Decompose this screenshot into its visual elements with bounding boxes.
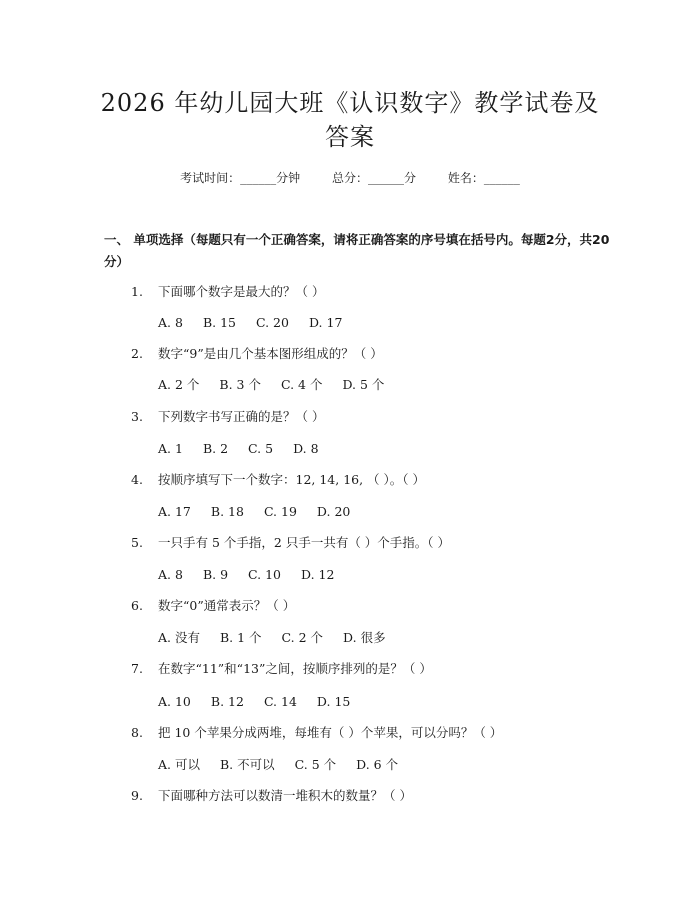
question: [131, 535, 450, 551]
option: B. 12: [210, 694, 244, 709]
option: D. 12: [301, 567, 335, 582]
question-number: 4.: [131, 472, 143, 487]
question: [131, 788, 412, 804]
question: [131, 725, 502, 741]
option: D. 很多: [343, 630, 386, 645]
question-number: 1.: [131, 284, 143, 299]
option: A. 8: [158, 315, 183, 330]
option: A. 可以: [158, 757, 200, 772]
option: D. 20: [316, 504, 351, 519]
student-name: 姓名：______: [447, 171, 520, 185]
option: B. 2: [202, 441, 229, 456]
question-text: 按顺序填写下一个数字：12, 14, 16, （ ）。（ ）: [158, 472, 426, 487]
option: C. 19: [263, 504, 297, 519]
question-text: 一只手有 5 个手指，2 只手一共有（ ）个手指。（ ）: [158, 535, 451, 550]
question-text: 下面哪个数字是最大的？（ ）: [158, 284, 325, 299]
exam-time: 考试时间：______分钟: [180, 171, 301, 185]
question-options: [158, 504, 370, 520]
question: [131, 598, 295, 614]
question-options: [158, 630, 406, 646]
option: A. 没有: [158, 630, 200, 645]
section-heading: 一、 单项选择（每题只有一个正确答案，请将正确答案的序号填在括号内。每题2分，共20分）: [104, 232, 610, 269]
question-text: 下列数字书写正确的是？（ ）: [158, 409, 325, 424]
option: D. 17: [308, 315, 343, 330]
option: C. 4 个: [280, 377, 323, 392]
question-options: [158, 377, 404, 393]
option: D. 15: [316, 694, 351, 709]
option: A. 8: [158, 567, 183, 582]
question: [131, 472, 425, 488]
option: D. 6 个: [356, 757, 399, 772]
option: C. 5 个: [294, 757, 337, 772]
question-text: 下面哪种方法可以数清一堆积木的数量？（ ）: [158, 788, 412, 803]
question-options: [158, 757, 418, 773]
option: C. 20: [255, 315, 289, 330]
question-options: [158, 694, 370, 710]
option: C. 14: [263, 694, 297, 709]
option: B. 1 个: [219, 630, 262, 645]
option: B. 15: [202, 315, 236, 330]
option: B. 不可以: [219, 757, 275, 772]
question-number: 5.: [131, 535, 143, 550]
question-text: 在数字“11”和“13”之间，按顺序排列的是？（ ）: [158, 661, 432, 676]
question-text: 数字“9”是由几个基本图形组成的？（ ）: [158, 346, 383, 361]
option: C. 2 个: [281, 630, 324, 645]
question-options: [158, 315, 362, 331]
option: A. 17: [158, 504, 191, 519]
question-number: 3.: [131, 409, 143, 424]
question-options: [158, 441, 339, 457]
page-title: [80, 86, 620, 154]
title-line-1: 2026 年幼儿园大班《认识数字》教学试卷及: [100, 89, 600, 117]
option: B. 18: [210, 504, 244, 519]
question-number: 8.: [131, 725, 143, 740]
question: [131, 346, 383, 362]
question-number: 7.: [131, 661, 143, 676]
total-score: 总分：______分: [331, 171, 416, 185]
option: B. 3 个: [219, 377, 261, 392]
question: [131, 409, 324, 425]
option: A. 1: [158, 441, 183, 456]
question-text: 数字“0”通常表示？（ ）: [158, 598, 296, 613]
question: [131, 284, 324, 300]
title-line-2: 答案: [325, 123, 375, 151]
option: A. 2 个: [158, 377, 200, 392]
option: C. 10: [248, 567, 282, 582]
question-number: 9.: [131, 788, 143, 803]
question: [131, 661, 432, 677]
option: A. 10: [158, 694, 191, 709]
option: D. 5 个: [342, 377, 385, 392]
exam-meta: [0, 170, 700, 186]
question-text: 把 10 个苹果分成两堆，每堆有（ ）个苹果，可以分吗？（ ）: [158, 725, 503, 740]
question-number: 2.: [131, 346, 143, 361]
question-number: 6.: [131, 598, 143, 613]
question-options: [158, 567, 354, 583]
option: B. 9: [202, 567, 229, 582]
option: C. 5: [248, 441, 274, 456]
option: D. 8: [293, 441, 319, 456]
